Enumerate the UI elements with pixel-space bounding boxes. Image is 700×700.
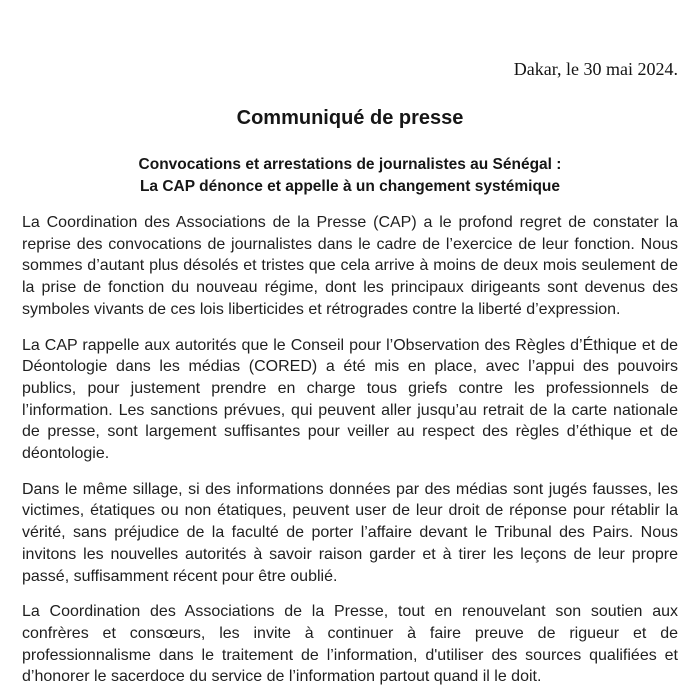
document-subtitle [22, 154, 678, 198]
dateline: Dakar, le 30 mai 2024. [513, 59, 678, 79]
document-title: Communiqué de presse [236, 107, 464, 129]
paragraph-4: La Coordination des Associations de la Presse, tout en renouvelant son soutien aux confrères et consœurs, les invite à continuer à faire preuve de rigueur et de professionnalisme dans le traitement de l’information, d'utiliser des sources qualifiées et d’honorer le sacerdoce du service de l’information partout quand il le doit. [22, 603, 678, 686]
paragraph-3: Dans le même sillage, si des informations données par des médias sont jugés fausses, les victimes, étatiques ou non étatiques, peuvent user de leur droit de réponse pour rétablir la vérité, sans préjudice de la faculté de porter l’affaire devant le Tribunal des Pairs. Nous invitons les nouvelles autorités à savoir raison garder et à tirer les leçons de leur propre passé, suffisamment récent pour être oublié. [22, 480, 678, 585]
document-body [22, 212, 678, 688]
paragraph-1: La Coordination des Associations de la Presse (CAP) a le profond regret de constater la reprise des convocations de journalistes dans le cadre de l’exercice de leur fonction. Nous sommes d’autant plus désolés et tristes que cela arrive à moins de deux mois seulement de la prise de fonction du nouveau régime, dont les principaux dirigeants sont devenus des symboles vivants de ces lois liberticides et rétrogrades contre la liberté d’expression. [22, 214, 678, 318]
paragraph-2: La CAP rappelle aux autorités que le Conseil pour l’Observation des Règles d’Éthique et de Déontologie dans les médias (CORED) a été mis en place, avec l’appui des pouvoirs publics, pour justement prendre en charge tous griefs contre les professionnels de l’information. Les sanctions prévues, qui peuvent aller jusqu’au retrait de la carte nationale de presse, sont largement suffisantes pour veiller au respect des règles d’éthique et de déontologie. [22, 336, 678, 463]
subtitle-line-2: La CAP dénonce et appelle à un changement systémique [139, 178, 561, 195]
subtitle-line-1: Convocations et arrestations de journalistes au Sénégal : [138, 156, 562, 173]
